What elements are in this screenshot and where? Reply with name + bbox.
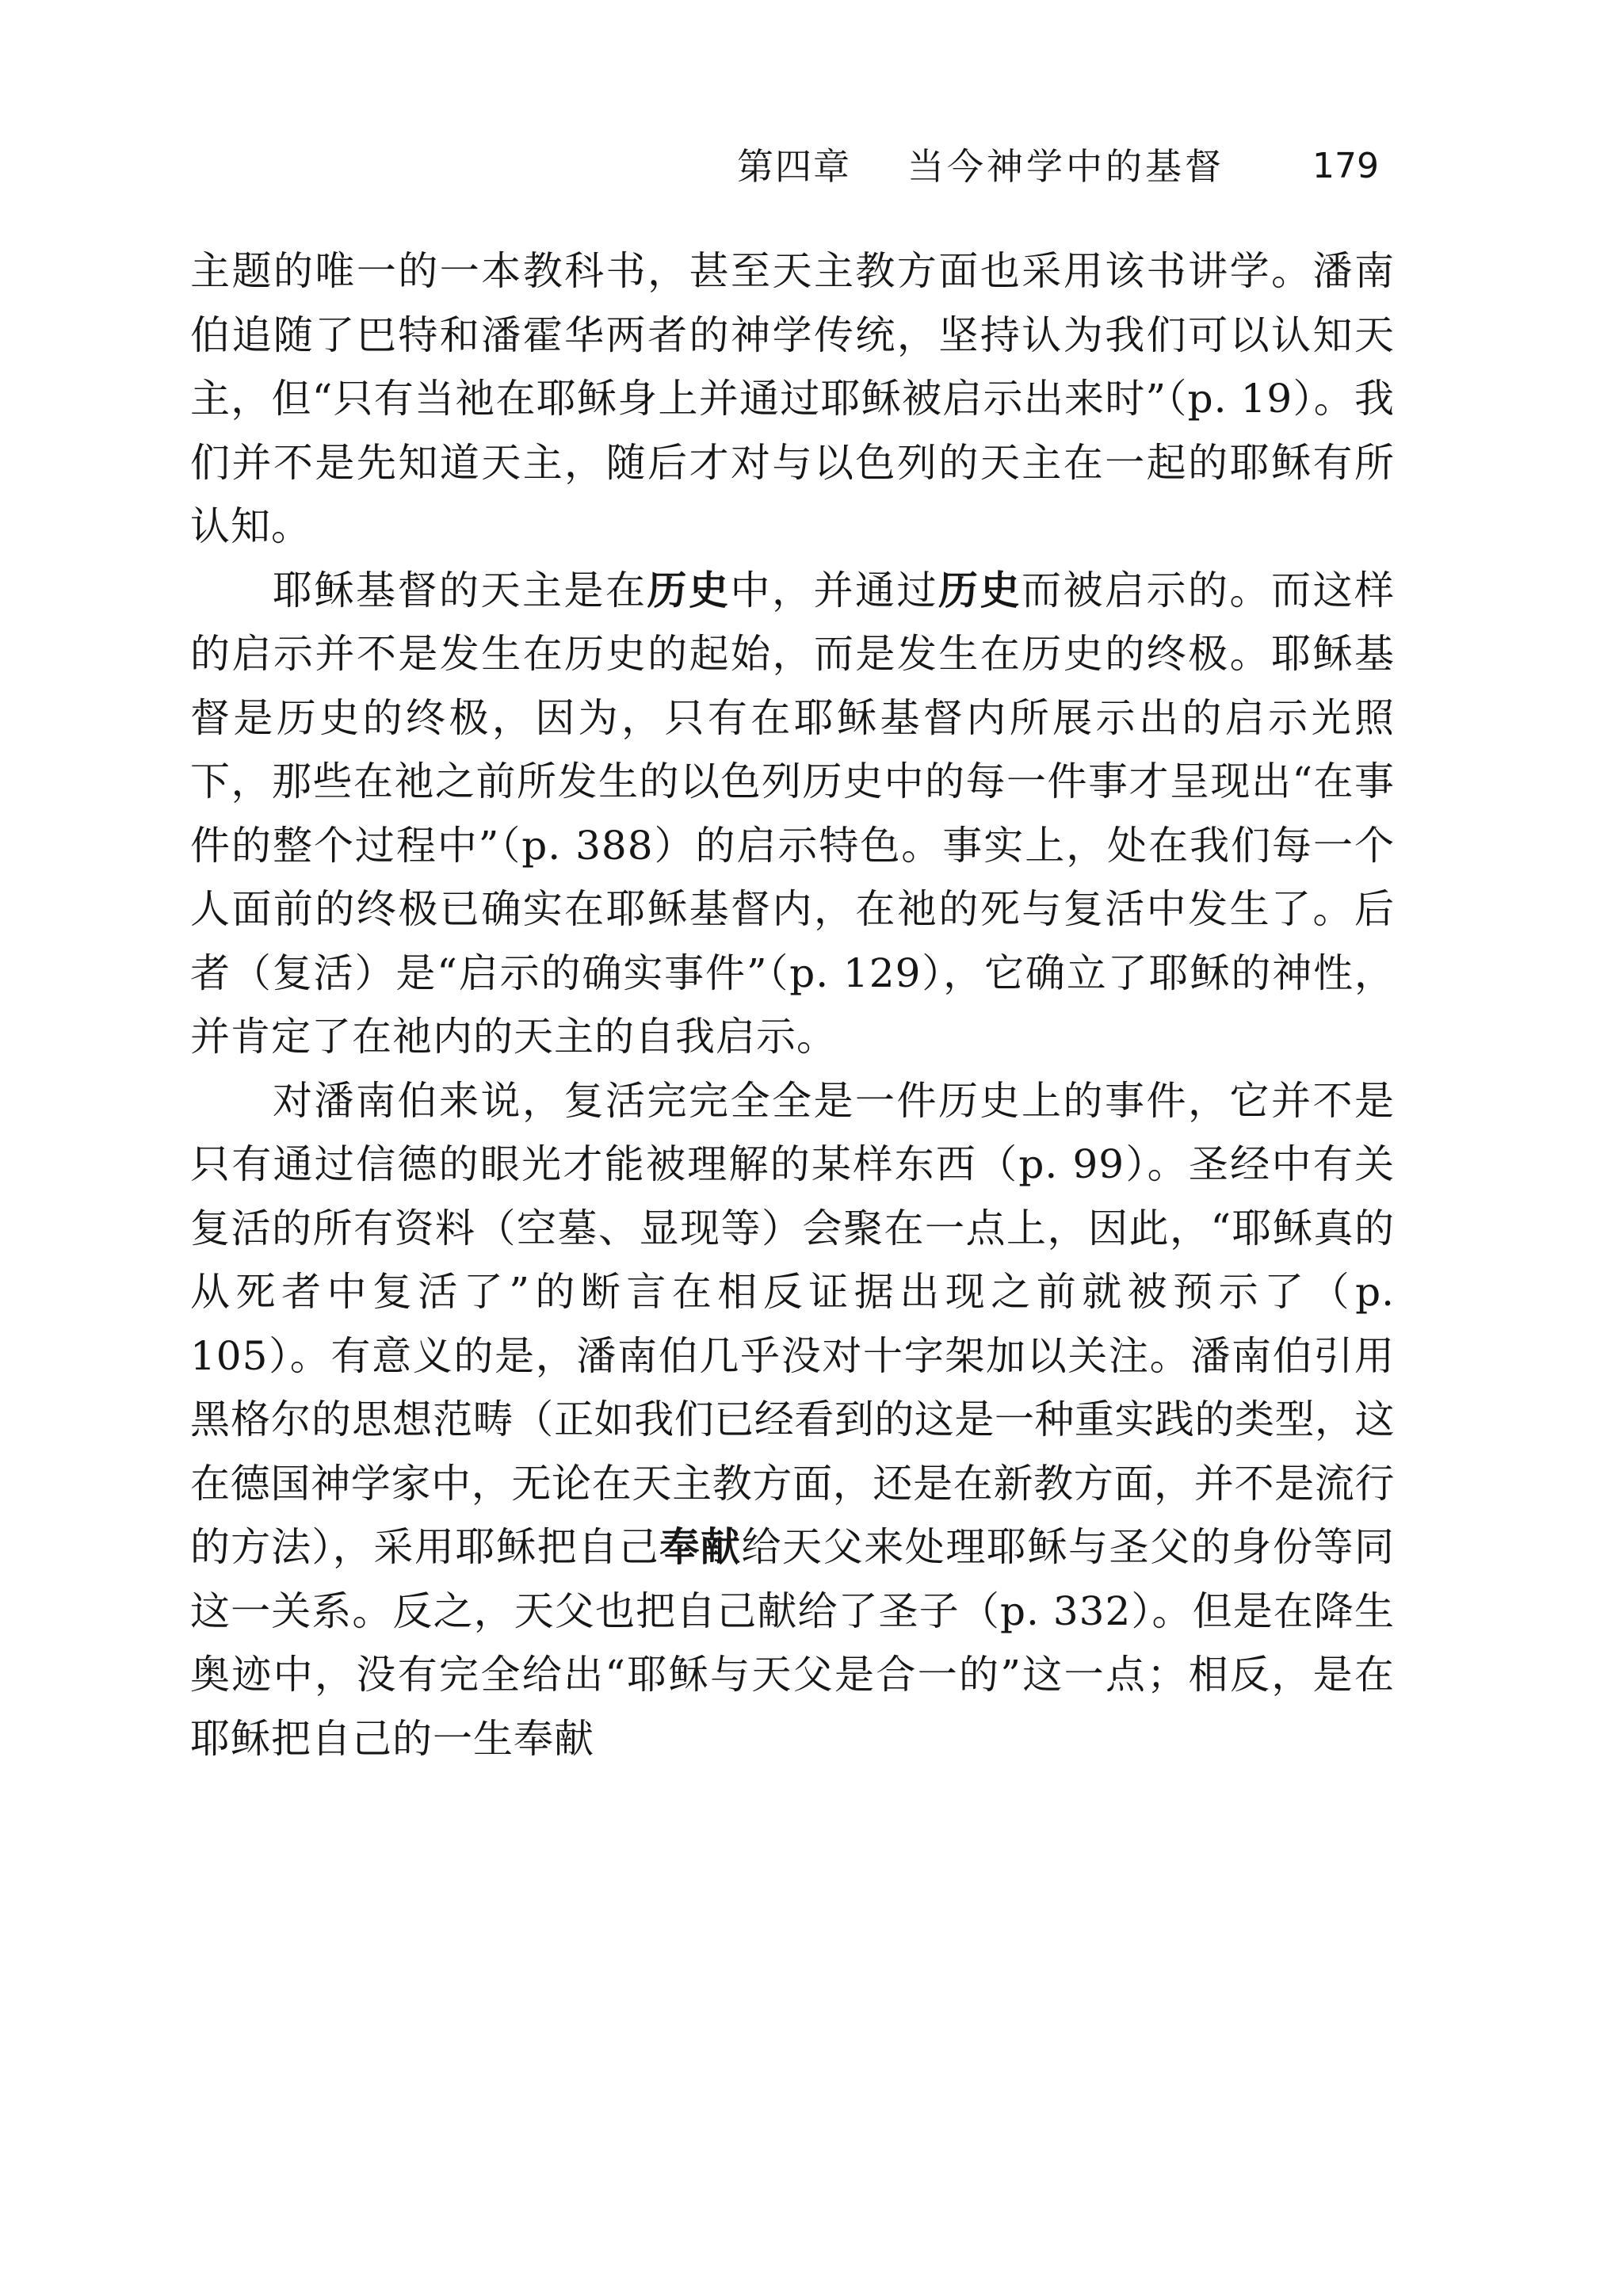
chapter-label: 第四章: [737, 145, 851, 188]
paragraph-text: 对潘南伯来说，复活完完全全是一件历史上的事件，它并不是只有通过信德的眼光才能被理解的某样东西（p. 99）。圣经中有关复活的所有资料（空墓、显现等）会聚在一点上，因此，“耶稣真的从死者中复活了”的断言在相反证据出现之前就被预示了（p. 105）。有意义的是，潘南伯几乎没对十字架加以关注。潘南伯引用黑格尔的思想范畴（: [190, 1077, 1395, 1442]
paragraph-3: [190, 1069, 1395, 1771]
page-number: 179: [1312, 146, 1379, 186]
emphasis-offering: 奉献: [659, 1523, 742, 1570]
emphasis-history: 历史: [938, 566, 1022, 613]
parenthetical-aside: 正如我们已经看到的这是一种重实践的类型，这在德国神学家中，无论在天主教方面，还是在新教方面，并不是流行的方法: [190, 1396, 1396, 1570]
body-text: [190, 239, 1395, 1771]
chapter-title: 当今神学中的基督: [907, 145, 1224, 188]
paragraph-text: 而被启示的。而这样的启示并不是发生在历史的起始，而是发生在历史的终极。耶稣基督是历史的终极，因为，只有在耶稣基督内所展示出的启示光照下，那些在祂之前所发生的以色列历史中的每一件事才呈现出“在事件的整个过程中”（p. 388）的启示特色。事实上，处在我们每一个人面前的终极已确实在耶稣基督内，在祂的死与复活中发生了。后者（复活）是“启示的确实事件”（p. 129），它确立了耶稣的神性，并肯定了在祂内的天主的自我启示。: [190, 567, 1395, 1060]
paragraph-text: 中，并通过: [730, 567, 938, 613]
paragraph-text: ），采用耶稣把自己: [311, 1524, 660, 1570]
paragraph-2: [190, 559, 1395, 1069]
paragraph-text: 耶稣基督的天主是在: [273, 567, 647, 613]
paragraph-1: [190, 239, 1395, 559]
emphasis-history: 历史: [647, 566, 731, 613]
paragraph-text: 给天父来处理耶稣与圣父的身份等同这一关系。反之，天父也把自己献给了圣子（p. 332）。但是在降生奥迹中，没有完全给出“耶稣与天父是合一的”这一点；相反，是在耶稣把自己的一生奉献: [190, 1524, 1396, 1762]
running-header: [737, 139, 1379, 194]
paragraph-text: 主题的唯一的一本教科书，甚至天主教方面也采用该书讲学。潘南伯追随了巴特和潘霍华两者的神学传统，坚持认为我们可以认知天主，但“只有当祂在耶稣身上并通过耶稣被启示出来时”（p. 19）。我们并不是先知道天主，随后才对与以色列的天主在一起的耶稣有所认知。: [190, 248, 1395, 549]
